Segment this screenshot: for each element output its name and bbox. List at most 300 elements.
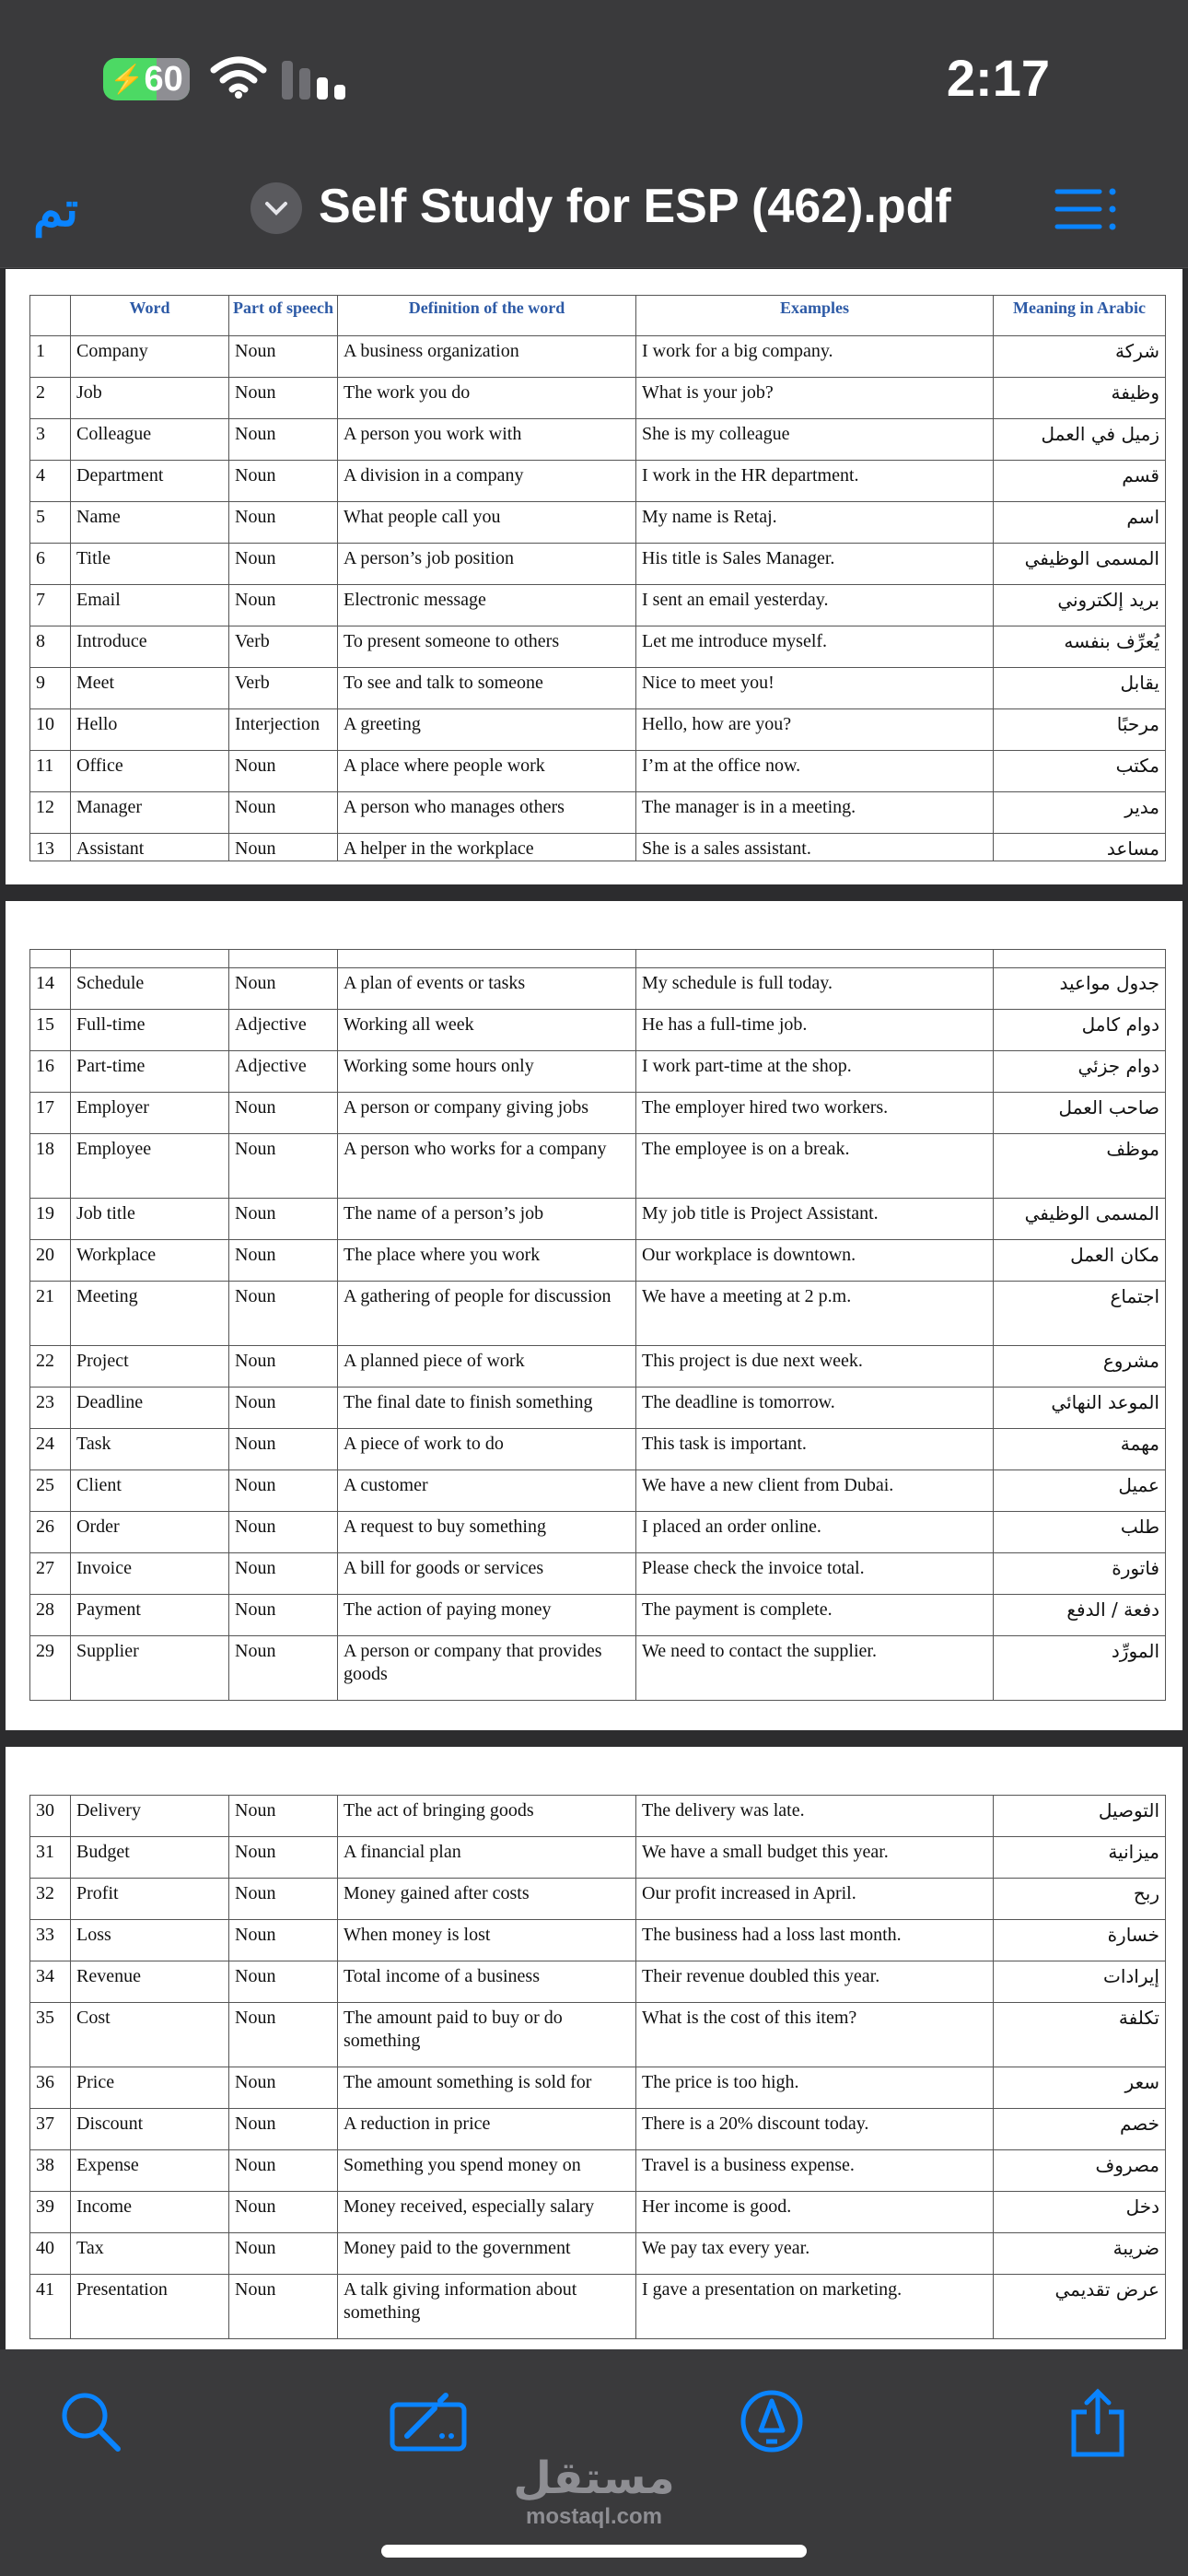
- row-number: 15: [30, 1010, 71, 1051]
- row-number: 36: [30, 2067, 71, 2109]
- definition-cell: A planned piece of work: [338, 1346, 636, 1388]
- definition-cell: A reduction in price: [338, 2109, 636, 2150]
- battery-indicator: [103, 58, 190, 100]
- definition-cell: The amount something is sold for: [338, 2067, 636, 2109]
- done-button[interactable]: تم: [33, 183, 79, 237]
- part-of-speech-cell: Verb: [229, 626, 338, 668]
- word-cell: Colleague: [71, 419, 229, 461]
- table-row: [30, 1595, 1166, 1636]
- table-row: [30, 668, 1166, 709]
- part-of-speech-cell: Noun: [229, 751, 338, 792]
- example-cell: Our workplace is downtown.: [636, 1240, 994, 1282]
- row-number: 13: [30, 834, 71, 861]
- definition-cell: When money is lost: [338, 1920, 636, 1961]
- word-cell: Full-time: [71, 1010, 229, 1051]
- example-cell: Her income is good.: [636, 2192, 994, 2233]
- example-cell: This task is important.: [636, 1429, 994, 1470]
- part-of-speech-cell: Adjective: [229, 1010, 338, 1051]
- word-cell: Meeting: [71, 1282, 229, 1346]
- word-cell: Delivery: [71, 1796, 229, 1837]
- arabic-meaning-cell: تكلفة: [994, 2003, 1166, 2067]
- vocabulary-table: [29, 295, 1166, 861]
- example-cell: My schedule is full today.: [636, 968, 994, 1010]
- word-cell: Presentation: [71, 2275, 229, 2339]
- part-of-speech-cell: Noun: [229, 1837, 338, 1879]
- cellular-signal-icon: [282, 61, 348, 100]
- arabic-meaning-cell: دخل: [994, 2192, 1166, 2233]
- example-cell: The employer hired two workers.: [636, 1093, 994, 1134]
- home-indicator[interactable]: [381, 2545, 807, 2558]
- part-of-speech-cell: Noun: [229, 1961, 338, 2003]
- word-cell: Assistant: [71, 834, 229, 861]
- part-of-speech-cell: Noun: [229, 834, 338, 861]
- word-cell: Payment: [71, 1595, 229, 1636]
- word-cell: Job: [71, 378, 229, 419]
- part-of-speech-cell: Noun: [229, 1512, 338, 1553]
- arabic-meaning-cell: زميل في العمل: [994, 419, 1166, 461]
- word-cell: Revenue: [71, 1961, 229, 2003]
- word-cell: Schedule: [71, 968, 229, 1010]
- example-cell: He has a full-time job.: [636, 1010, 994, 1051]
- example-cell: The employee is on a break.: [636, 1134, 994, 1199]
- part-of-speech-cell: Noun: [229, 1282, 338, 1346]
- table-row: [30, 751, 1166, 792]
- word-cell: Profit: [71, 1879, 229, 1920]
- example-cell: Nice to meet you!: [636, 668, 994, 709]
- definition-cell: The place where you work: [338, 1240, 636, 1282]
- definition-cell: A place where people work: [338, 751, 636, 792]
- part-of-speech-cell: Noun: [229, 544, 338, 585]
- example-cell: We pay tax every year.: [636, 2233, 994, 2275]
- part-of-speech-cell: Noun: [229, 1470, 338, 1512]
- part-of-speech-cell: Noun: [229, 2192, 338, 2233]
- column-header: [338, 950, 636, 968]
- example-cell: I work part-time at the shop.: [636, 1051, 994, 1093]
- example-cell: I gave a presentation on marketing.: [636, 2275, 994, 2339]
- word-cell: Email: [71, 585, 229, 626]
- example-cell: I work for a big company.: [636, 336, 994, 378]
- definition-cell: Something you spend money on: [338, 2150, 636, 2192]
- part-of-speech-cell: Noun: [229, 2233, 338, 2275]
- part-of-speech-cell: Noun: [229, 1093, 338, 1134]
- watermark: [502, 2453, 686, 2530]
- arabic-meaning-cell: بريد إلكتروني: [994, 585, 1166, 626]
- word-cell: Task: [71, 1429, 229, 1470]
- table-row: [30, 709, 1166, 751]
- example-cell: Travel is a business expense.: [636, 2150, 994, 2192]
- row-number: 26: [30, 1512, 71, 1553]
- vocabulary-table: [29, 1795, 1166, 2339]
- arabic-meaning-cell: مصروف: [994, 2150, 1166, 2192]
- example-cell: The payment is complete.: [636, 1595, 994, 1636]
- definition-cell: A bill for goods or services: [338, 1553, 636, 1595]
- arabic-meaning-cell: جدول مواعيد: [994, 968, 1166, 1010]
- arabic-meaning-cell: ضريبة: [994, 2233, 1166, 2275]
- definition-cell: Money paid to the government: [338, 2233, 636, 2275]
- arabic-meaning-cell: المسمى الوظيفي: [994, 544, 1166, 585]
- row-number: 16: [30, 1051, 71, 1093]
- example-cell: Our profit increased in April.: [636, 1879, 994, 1920]
- word-cell: Part-time: [71, 1051, 229, 1093]
- table-row: [30, 1346, 1166, 1388]
- example-cell: I’m at the office now.: [636, 751, 994, 792]
- row-number: 33: [30, 1920, 71, 1961]
- arabic-meaning-cell: الموعد النهائي: [994, 1388, 1166, 1429]
- column-header: Definition of the word: [338, 296, 636, 336]
- part-of-speech-cell: Noun: [229, 336, 338, 378]
- word-cell: Employer: [71, 1093, 229, 1134]
- column-header: Meaning in Arabic: [994, 296, 1166, 336]
- part-of-speech-cell: Noun: [229, 1346, 338, 1388]
- arabic-meaning-cell: مشروع: [994, 1346, 1166, 1388]
- word-cell: Price: [71, 2067, 229, 2109]
- example-cell: We have a new client from Dubai.: [636, 1470, 994, 1512]
- definition-cell: The name of a person’s job: [338, 1199, 636, 1240]
- example-cell: We have a meeting at 2 p.m.: [636, 1282, 994, 1346]
- arabic-meaning-cell: عميل: [994, 1470, 1166, 1512]
- table-row: [30, 1282, 1166, 1346]
- navigation-bar: [0, 157, 1188, 268]
- table-row: [30, 336, 1166, 378]
- table-row: [30, 1134, 1166, 1199]
- row-number: 11: [30, 751, 71, 792]
- definition-cell: The work you do: [338, 378, 636, 419]
- example-cell: Hello, how are you?: [636, 709, 994, 751]
- row-number: 20: [30, 1240, 71, 1282]
- thumbnail-list-icon[interactable]: [1052, 184, 1118, 234]
- part-of-speech-cell: Adjective: [229, 1051, 338, 1093]
- column-header: [994, 950, 1166, 968]
- part-of-speech-cell: Noun: [229, 2150, 338, 2192]
- word-cell: Job title: [71, 1199, 229, 1240]
- example-cell: She is a sales assistant.: [636, 834, 994, 861]
- part-of-speech-cell: Noun: [229, 461, 338, 502]
- vocabulary-table: [29, 949, 1166, 1701]
- part-of-speech-cell: Verb: [229, 668, 338, 709]
- table-row: [30, 1240, 1166, 1282]
- row-number: 5: [30, 502, 71, 544]
- table-row: [30, 1920, 1166, 1961]
- row-number: 24: [30, 1429, 71, 1470]
- word-cell: Office: [71, 751, 229, 792]
- definition-cell: To see and talk to someone: [338, 668, 636, 709]
- pdf-page-1: [6, 269, 1182, 884]
- column-header: Examples: [636, 296, 994, 336]
- example-cell: The delivery was late.: [636, 1796, 994, 1837]
- column-header: [30, 950, 71, 968]
- row-number: 8: [30, 626, 71, 668]
- example-cell: What is the cost of this item?: [636, 2003, 994, 2067]
- definition-cell: Total income of a business: [338, 1961, 636, 2003]
- table-row: [30, 626, 1166, 668]
- table-row: [30, 2192, 1166, 2233]
- definition-cell: A customer: [338, 1470, 636, 1512]
- word-cell: Hello: [71, 709, 229, 751]
- table-row: [30, 2150, 1166, 2192]
- word-cell: Expense: [71, 2150, 229, 2192]
- table-row: [30, 792, 1166, 834]
- definition-cell: A person or company that provides goods: [338, 1636, 636, 1701]
- title-menu-button[interactable]: [250, 182, 302, 234]
- table-row: [30, 1429, 1166, 1470]
- example-cell: The business had a loss last month.: [636, 1920, 994, 1961]
- word-cell: Budget: [71, 1837, 229, 1879]
- table-row: [30, 834, 1166, 861]
- example-cell: The price is too high.: [636, 2067, 994, 2109]
- row-number: 39: [30, 2192, 71, 2233]
- row-number: 28: [30, 1595, 71, 1636]
- row-number: 41: [30, 2275, 71, 2339]
- row-number: 29: [30, 1636, 71, 1701]
- table-row: [30, 1470, 1166, 1512]
- definition-cell: A person or company giving jobs: [338, 1093, 636, 1134]
- column-header: Part of speech: [229, 296, 338, 336]
- part-of-speech-cell: Noun: [229, 419, 338, 461]
- arabic-meaning-cell: دفعة / الدفع: [994, 1595, 1166, 1636]
- part-of-speech-cell: Noun: [229, 1879, 338, 1920]
- word-cell: Supplier: [71, 1636, 229, 1701]
- example-cell: My job title is Project Assistant.: [636, 1199, 994, 1240]
- table-row: [30, 1796, 1166, 1837]
- example-cell: I placed an order online.: [636, 1512, 994, 1553]
- table-row: [30, 1388, 1166, 1429]
- arabic-meaning-cell: سعر: [994, 2067, 1166, 2109]
- row-number: 9: [30, 668, 71, 709]
- definition-cell: A piece of work to do: [338, 1429, 636, 1470]
- example-cell: The deadline is tomorrow.: [636, 1388, 994, 1429]
- table-row: [30, 1553, 1166, 1595]
- definition-cell: A person who manages others: [338, 792, 636, 834]
- part-of-speech-cell: Interjection: [229, 709, 338, 751]
- definition-cell: Money gained after costs: [338, 1879, 636, 1920]
- word-cell: Income: [71, 2192, 229, 2233]
- part-of-speech-cell: Noun: [229, 792, 338, 834]
- table-row: [30, 1879, 1166, 1920]
- markup-pen-icon[interactable]: [739, 2388, 805, 2454]
- row-number: 14: [30, 968, 71, 1010]
- part-of-speech-cell: Noun: [229, 968, 338, 1010]
- row-number: 12: [30, 792, 71, 834]
- definition-cell: A helper in the workplace: [338, 834, 636, 861]
- row-number: 18: [30, 1134, 71, 1199]
- example-cell: My name is Retaj.: [636, 502, 994, 544]
- part-of-speech-cell: Noun: [229, 502, 338, 544]
- part-of-speech-cell: Noun: [229, 1636, 338, 1701]
- row-number: 4: [30, 461, 71, 502]
- pdf-page-2: [6, 901, 1182, 1730]
- row-number: 17: [30, 1093, 71, 1134]
- definition-cell: Working all week: [338, 1010, 636, 1051]
- row-number: 40: [30, 2233, 71, 2275]
- row-number: 31: [30, 1837, 71, 1879]
- part-of-speech-cell: Noun: [229, 1134, 338, 1199]
- example-cell: His title is Sales Manager.: [636, 544, 994, 585]
- table-row: [30, 1961, 1166, 2003]
- column-header: [71, 950, 229, 968]
- arabic-meaning-cell: طلب: [994, 1512, 1166, 1553]
- row-number: 32: [30, 1879, 71, 1920]
- status-bar: [0, 0, 1188, 157]
- word-cell: Client: [71, 1470, 229, 1512]
- watermark-arabic: مستقل: [513, 2453, 675, 2504]
- arabic-meaning-cell: يُعرِّف بنفسه: [994, 626, 1166, 668]
- example-cell: We have a small budget this year.: [636, 1837, 994, 1879]
- word-cell: Manager: [71, 792, 229, 834]
- table-row: [30, 378, 1166, 419]
- example-cell: Please check the invoice total.: [636, 1553, 994, 1595]
- arabic-meaning-cell: دوام كامل: [994, 1010, 1166, 1051]
- table-row: [30, 419, 1166, 461]
- word-cell: Invoice: [71, 1553, 229, 1595]
- row-number: 38: [30, 2150, 71, 2192]
- table-row: [30, 502, 1166, 544]
- arabic-meaning-cell: إيرادات: [994, 1961, 1166, 2003]
- row-number: 10: [30, 709, 71, 751]
- part-of-speech-cell: Noun: [229, 1429, 338, 1470]
- row-number: 25: [30, 1470, 71, 1512]
- example-cell: I work in the HR department.: [636, 461, 994, 502]
- definition-cell: Electronic message: [338, 585, 636, 626]
- arabic-meaning-cell: يقابل: [994, 668, 1166, 709]
- word-cell: Department: [71, 461, 229, 502]
- part-of-speech-cell: Noun: [229, 1240, 338, 1282]
- example-cell: The manager is in a meeting.: [636, 792, 994, 834]
- row-number: 6: [30, 544, 71, 585]
- table-row: [30, 1051, 1166, 1093]
- row-number: 27: [30, 1553, 71, 1595]
- part-of-speech-cell: Noun: [229, 585, 338, 626]
- arabic-meaning-cell: وظيفة: [994, 378, 1166, 419]
- table-row: [30, 1010, 1166, 1051]
- column-header: [636, 950, 994, 968]
- arabic-meaning-cell: عرض تقديمي: [994, 2275, 1166, 2339]
- arabic-meaning-cell: خسارة: [994, 1920, 1166, 1961]
- arabic-meaning-cell: اجتماع: [994, 1282, 1166, 1346]
- word-cell: Discount: [71, 2109, 229, 2150]
- word-cell: Tax: [71, 2233, 229, 2275]
- definition-cell: The final date to finish something: [338, 1388, 636, 1429]
- part-of-speech-cell: Noun: [229, 1199, 338, 1240]
- pdf-page-3: [6, 1747, 1182, 2349]
- arabic-meaning-cell: مساعد: [994, 834, 1166, 861]
- arabic-meaning-cell: مرحبًا: [994, 709, 1166, 751]
- example-cell: There is a 20% discount today.: [636, 2109, 994, 2150]
- part-of-speech-cell: Noun: [229, 1920, 338, 1961]
- part-of-speech-cell: Noun: [229, 2067, 338, 2109]
- example-cell: This project is due next week.: [636, 1346, 994, 1388]
- example-cell: We need to contact the supplier.: [636, 1636, 994, 1701]
- word-cell: Loss: [71, 1920, 229, 1961]
- table-header-row: [30, 296, 1166, 336]
- arabic-meaning-cell: ربح: [994, 1879, 1166, 1920]
- table-row: [30, 2275, 1166, 2339]
- part-of-speech-cell: Noun: [229, 1553, 338, 1595]
- example-cell: I sent an email yesterday.: [636, 585, 994, 626]
- share-icon[interactable]: [1068, 2388, 1127, 2458]
- watermark-url: mostaql.com: [525, 2504, 663, 2529]
- example-cell: She is my colleague: [636, 419, 994, 461]
- definition-cell: A gathering of people for discussion: [338, 1282, 636, 1346]
- table-row: [30, 1837, 1166, 1879]
- table-row: [30, 461, 1166, 502]
- word-cell: Introduce: [71, 626, 229, 668]
- definition-cell: A request to buy something: [338, 1512, 636, 1553]
- arabic-meaning-cell: التوصيل: [994, 1796, 1166, 1837]
- arabic-meaning-cell: شركة: [994, 336, 1166, 378]
- definition-cell: Money received, especially salary: [338, 2192, 636, 2233]
- definition-cell: A person’s job position: [338, 544, 636, 585]
- arabic-meaning-cell: المورِّد: [994, 1636, 1166, 1701]
- definition-cell: A talk giving information about something: [338, 2275, 636, 2339]
- table-row: [30, 1093, 1166, 1134]
- arabic-meaning-cell: موظف: [994, 1134, 1166, 1199]
- definition-cell: A person you work with: [338, 419, 636, 461]
- example-cell: What is your job?: [636, 378, 994, 419]
- part-of-speech-cell: Noun: [229, 2275, 338, 2339]
- word-cell: Name: [71, 502, 229, 544]
- row-number: 23: [30, 1388, 71, 1429]
- table-row: [30, 968, 1166, 1010]
- table-row: [30, 2233, 1166, 2275]
- table-row: [30, 2003, 1166, 2067]
- definition-cell: The act of bringing goods: [338, 1796, 636, 1837]
- arabic-meaning-cell: فاتورة: [994, 1553, 1166, 1595]
- row-number: 1: [30, 336, 71, 378]
- definition-cell: A greeting: [338, 709, 636, 751]
- word-cell: Company: [71, 336, 229, 378]
- part-of-speech-cell: Noun: [229, 1796, 338, 1837]
- annotate-icon[interactable]: [389, 2388, 468, 2454]
- table-row: [30, 2109, 1166, 2150]
- row-number: 21: [30, 1282, 71, 1346]
- arabic-meaning-cell: ميزانية: [994, 1837, 1166, 1879]
- definition-cell: What people call you: [338, 502, 636, 544]
- example-cell: Let me introduce myself.: [636, 626, 994, 668]
- part-of-speech-cell: Noun: [229, 2109, 338, 2150]
- wifi-icon: [210, 55, 267, 100]
- definition-cell: A plan of events or tasks: [338, 968, 636, 1010]
- search-icon[interactable]: [57, 2388, 123, 2454]
- word-cell: Cost: [71, 2003, 229, 2067]
- arabic-meaning-cell: اسم: [994, 502, 1166, 544]
- arabic-meaning-cell: مدير: [994, 792, 1166, 834]
- arabic-meaning-cell: مكتب: [994, 751, 1166, 792]
- arabic-meaning-cell: مكان العمل: [994, 1240, 1166, 1282]
- row-number: 2: [30, 378, 71, 419]
- table-row: [30, 1199, 1166, 1240]
- row-number: 35: [30, 2003, 71, 2067]
- definition-cell: The amount paid to buy or do something: [338, 2003, 636, 2067]
- row-number: 34: [30, 1961, 71, 2003]
- column-header: [30, 296, 71, 336]
- bottom-toolbar: [0, 2349, 1188, 2576]
- document-title: Self Study for ESP (462).pdf: [319, 180, 951, 233]
- definition-cell: A financial plan: [338, 1837, 636, 1879]
- word-cell: Meet: [71, 668, 229, 709]
- table-row: [30, 585, 1166, 626]
- table-row: [30, 544, 1166, 585]
- arabic-meaning-cell: خصم: [994, 2109, 1166, 2150]
- table-row: [30, 1636, 1166, 1701]
- part-of-speech-cell: Noun: [229, 1595, 338, 1636]
- table-row: [30, 1512, 1166, 1553]
- word-cell: Project: [71, 1346, 229, 1388]
- arabic-meaning-cell: دوام جزئي: [994, 1051, 1166, 1093]
- charging-bolt-icon: ⚡: [110, 64, 145, 95]
- column-header: Word: [71, 296, 229, 336]
- arabic-meaning-cell: المسمى الوظيفي: [994, 1199, 1166, 1240]
- arabic-meaning-cell: صاحب العمل: [994, 1093, 1166, 1134]
